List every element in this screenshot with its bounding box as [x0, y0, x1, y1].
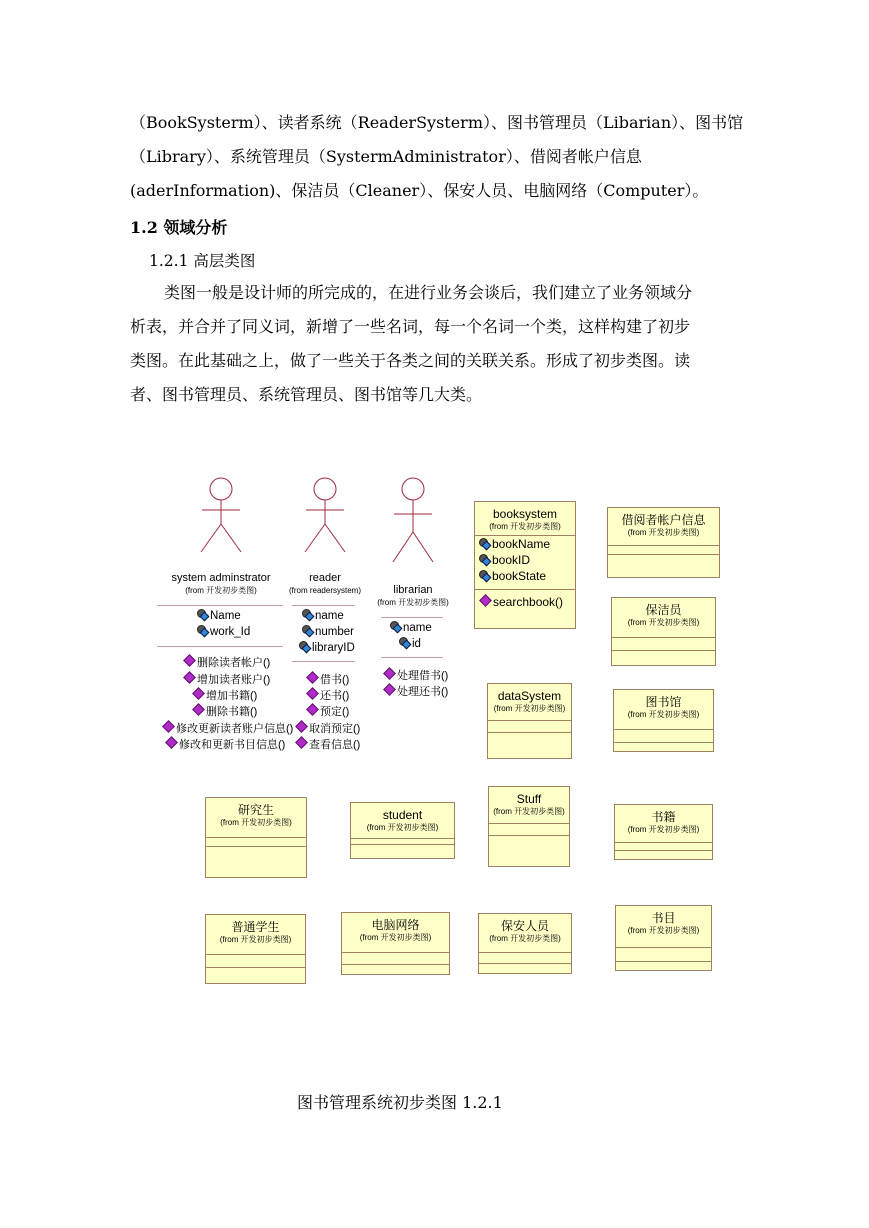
actor-reader [287, 476, 363, 597]
attribute: name [389, 620, 432, 636]
class-stuff [488, 786, 570, 867]
class-from: (from 开发初步类图) [627, 825, 700, 834]
class-divider [616, 961, 711, 962]
figure-caption: 图书管理系统初步类图 1.2.1 [297, 1093, 503, 1112]
attribute-icon [298, 641, 311, 652]
class-divider [612, 650, 715, 651]
class-divider [489, 835, 569, 836]
operation: 处理还书() [385, 684, 448, 700]
class-name: 普通学生 [231, 920, 280, 934]
attribute-icon [196, 609, 209, 620]
class-name: 保安人员 [500, 919, 549, 933]
operation-icon [162, 720, 175, 733]
class-divider [615, 842, 712, 843]
body-line-4: 者、图书管理员、系统管理员、图书馆等几大类。 [130, 385, 483, 404]
class-name: Stuff [516, 792, 542, 806]
attribute-icon [389, 621, 402, 632]
attribute: bookID [475, 552, 575, 568]
class-divider [479, 963, 571, 964]
attribute-icon [301, 609, 314, 620]
operation-icon [383, 667, 396, 680]
operation-icon [295, 736, 308, 749]
class-name: 借阅者帐户信息 [621, 513, 706, 527]
stick-figure-icon [388, 476, 438, 564]
separator [157, 605, 283, 606]
attribute-icon [478, 538, 491, 549]
class-divider [612, 637, 715, 638]
intro-line-3: (aderInformation)、保洁员（Cleaner）、保安人员、电脑网络（Computer）。 [130, 181, 709, 200]
operation: 删除书籍() [194, 704, 257, 720]
class-security-staff [478, 913, 572, 974]
class-from: (from 开发初步类图) [627, 926, 700, 935]
class-divider [206, 837, 306, 838]
attribute: name [301, 608, 344, 624]
class-borrower-account-info [607, 507, 720, 578]
attribute: id [398, 636, 421, 652]
operation: 还书() [308, 688, 349, 704]
body-line-2: 析表，并合并了同义词，新增了一些名词，每一个名词一个类，这样构建了初步 [130, 317, 691, 336]
class-from: (from 开发初步类图) [627, 710, 700, 719]
class-booksystem [474, 501, 576, 629]
class-name: booksystem [492, 507, 558, 521]
class-divider [206, 967, 305, 968]
class-ordinary-student [205, 914, 306, 984]
subsection-heading: 1.2.1 高层类图 [149, 252, 256, 270]
class-divider [614, 729, 713, 730]
class-books [614, 804, 713, 860]
class-divider [206, 954, 305, 955]
class-cleaner [611, 597, 716, 666]
operation: 修改和更新书目信息() [167, 737, 285, 753]
actor-librarian [374, 476, 452, 609]
class-divider [351, 838, 454, 839]
class-name: 电脑网络 [371, 918, 420, 932]
class-divider [342, 964, 449, 965]
separator [157, 646, 283, 647]
operation-icon [183, 671, 196, 684]
attribute-icon [478, 570, 491, 581]
attribute: libraryID [298, 640, 355, 656]
actor-name: librarian [393, 584, 433, 596]
operation-icon [192, 687, 205, 700]
class-divider [488, 720, 571, 721]
separator [381, 617, 443, 618]
operation-icon [165, 736, 178, 749]
class-datasystem [487, 683, 572, 759]
operation-icon [295, 720, 308, 733]
operation: searchbook() [475, 594, 575, 610]
class-name: 书目 [651, 911, 676, 925]
class-divider [342, 952, 449, 953]
operation-icon [306, 703, 319, 716]
class-graduate-student [205, 797, 307, 878]
class-divider [351, 844, 454, 845]
operation: 删除读者帐户() [185, 655, 270, 671]
operation-icon [479, 594, 492, 607]
body-line-3: 类图。在此基础之上，做了一些关于各类之间的关联关系。形成了初步类图。读 [130, 351, 691, 370]
operation-icon [306, 671, 319, 684]
class-name: 图书馆 [645, 695, 682, 709]
intro-line-2: （Library）、系统管理员（SystermAdministrator）、借阅者帐户信息 [130, 147, 642, 166]
operation-icon [383, 683, 396, 696]
actor-from: (from 开发初步类图) [377, 598, 449, 607]
body-line-1: 类图一般是设计师的所完成的，在进行业务会谈后，我们建立了业务领域分 [164, 283, 693, 302]
operation-icon [306, 687, 319, 700]
actor-system-administrator [158, 476, 284, 597]
class-from: (from 开发初步类图) [359, 933, 432, 942]
class-name: 书籍 [651, 810, 676, 824]
operation: 取消预定() [297, 721, 360, 737]
actor-name: system adminstrator [171, 572, 271, 584]
class-from: (from 开发初步类图) [493, 704, 566, 713]
class-name: student [382, 808, 423, 822]
attribute-icon [478, 554, 491, 565]
section-heading: 1.2 领域分析 [130, 218, 228, 237]
operation: 修改更新读者账户信息() [164, 721, 293, 737]
operation: 借书() [308, 672, 349, 688]
intro-line-1: （BookSysterm）、读者系统（ReaderSysterm）、图书管理员（Libarian）、图书馆 [130, 113, 744, 132]
class-divider [608, 554, 719, 555]
separator [381, 657, 443, 658]
actor-name: reader [309, 572, 341, 584]
class-divider [614, 742, 713, 743]
class-divider [488, 732, 571, 733]
actor-from: (from readersystem) [288, 586, 361, 595]
stick-figure-icon [196, 476, 246, 554]
attribute-icon [196, 625, 209, 636]
class-from: (from 开发初步类图) [627, 618, 700, 627]
class-student [350, 802, 455, 859]
class-divider [475, 589, 575, 590]
class-catalog [615, 905, 712, 971]
class-from: (from 开发初步类图) [489, 522, 561, 531]
class-divider [616, 947, 711, 948]
attribute: Name [196, 608, 241, 624]
class-name: 保洁员 [645, 603, 682, 617]
stick-figure-icon [300, 476, 350, 554]
attribute-icon [398, 637, 411, 648]
class-name: dataSystem [497, 689, 562, 703]
class-divider [479, 952, 571, 953]
separator [292, 661, 355, 662]
class-name: 研究生 [237, 803, 274, 817]
operation: 增加读者账户() [185, 672, 270, 688]
class-divider [615, 850, 712, 851]
class-library [613, 689, 714, 752]
operation: 增加书籍() [194, 688, 257, 704]
class-from: (from 开发初步类图) [366, 823, 439, 832]
class-from: (from 开发初步类图) [493, 807, 565, 816]
class-from: (from 开发初步类图) [627, 528, 700, 537]
operation: 处理借书() [385, 668, 448, 684]
class-from: (from 开发初步类图) [489, 934, 561, 943]
class-from: (from 开发初步类图) [220, 818, 292, 827]
class-computer-network [341, 912, 450, 975]
attribute: number [301, 624, 354, 640]
operation-icon [192, 703, 205, 716]
attribute: bookName [475, 536, 575, 552]
attribute-icon [301, 625, 314, 636]
class-from: (from 开发初步类图) [219, 935, 292, 944]
operation: 预定() [308, 704, 349, 720]
actor-from: (from 开发初步类图) [185, 586, 257, 595]
operation: 查看信息() [297, 737, 360, 753]
class-divider [489, 823, 569, 824]
attribute: work_Id [196, 624, 250, 640]
attribute: bookState [475, 568, 575, 584]
separator [292, 605, 355, 606]
class-divider [608, 545, 719, 546]
operation-icon [183, 654, 196, 667]
class-divider [206, 846, 306, 847]
